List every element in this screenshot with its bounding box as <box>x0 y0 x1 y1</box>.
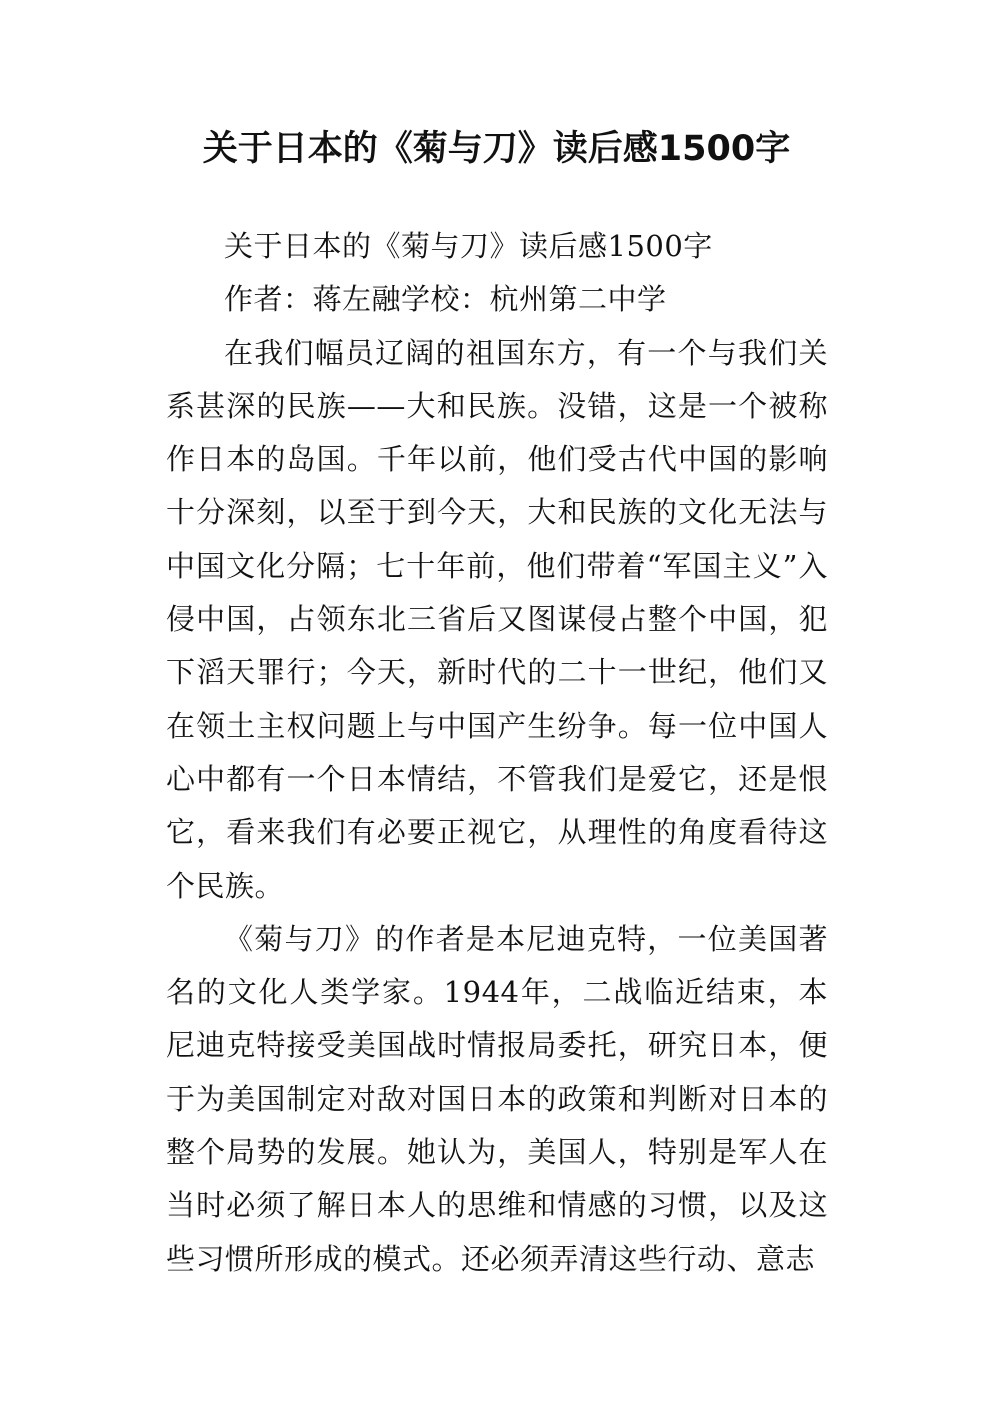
body-heading-line: 关于日本的《菊与刀》读后感1500字 <box>224 229 713 263</box>
paragraph-author-background: 《菊与刀》的作者是本尼迪克特，一位美国著名的文化人类学家。1944年，二战临近结束，本尼迪克特接受美国战时情报局委托，研究日本，便于为美国制定对敌对国日本的政策和判断对日本的整个局势的发展。她认为，美国人，特别是军人在当时必须了解日本人的思维和情感的习惯，以及这些习惯所形成的模式。还必须弄清这些行动、意志 <box>166 921 828 1276</box>
document-body <box>166 220 828 1286</box>
paragraph-intro: 在我们幅员辽阔的祖国东方，有一个与我们关系甚深的民族——大和民族。没错，这是一个被称作日本的岛国。千年以前，他们受古代中国的影响十分深刻，以至于到今天，大和民族的文化无法与中国文化分隔；七十年前，他们带着“军国主义”入侵中国，占领东北三省后又图谋侵占整个中国，犯下滔天罪行；今天，新时代的二十一世纪，他们又在领土主权问题上与中国产生纷争。每一位中国人心中都有一个日本情结，不管我们是爱它，还是恨它，看来我们有必要正视它，从理性的角度看待这个民族。 <box>166 335 828 903</box>
document-title: 关于日本的《菊与刀》读后感1500字 <box>202 129 791 169</box>
author-school-line: 作者：蒋左融学校：杭州第二中学 <box>224 282 667 317</box>
